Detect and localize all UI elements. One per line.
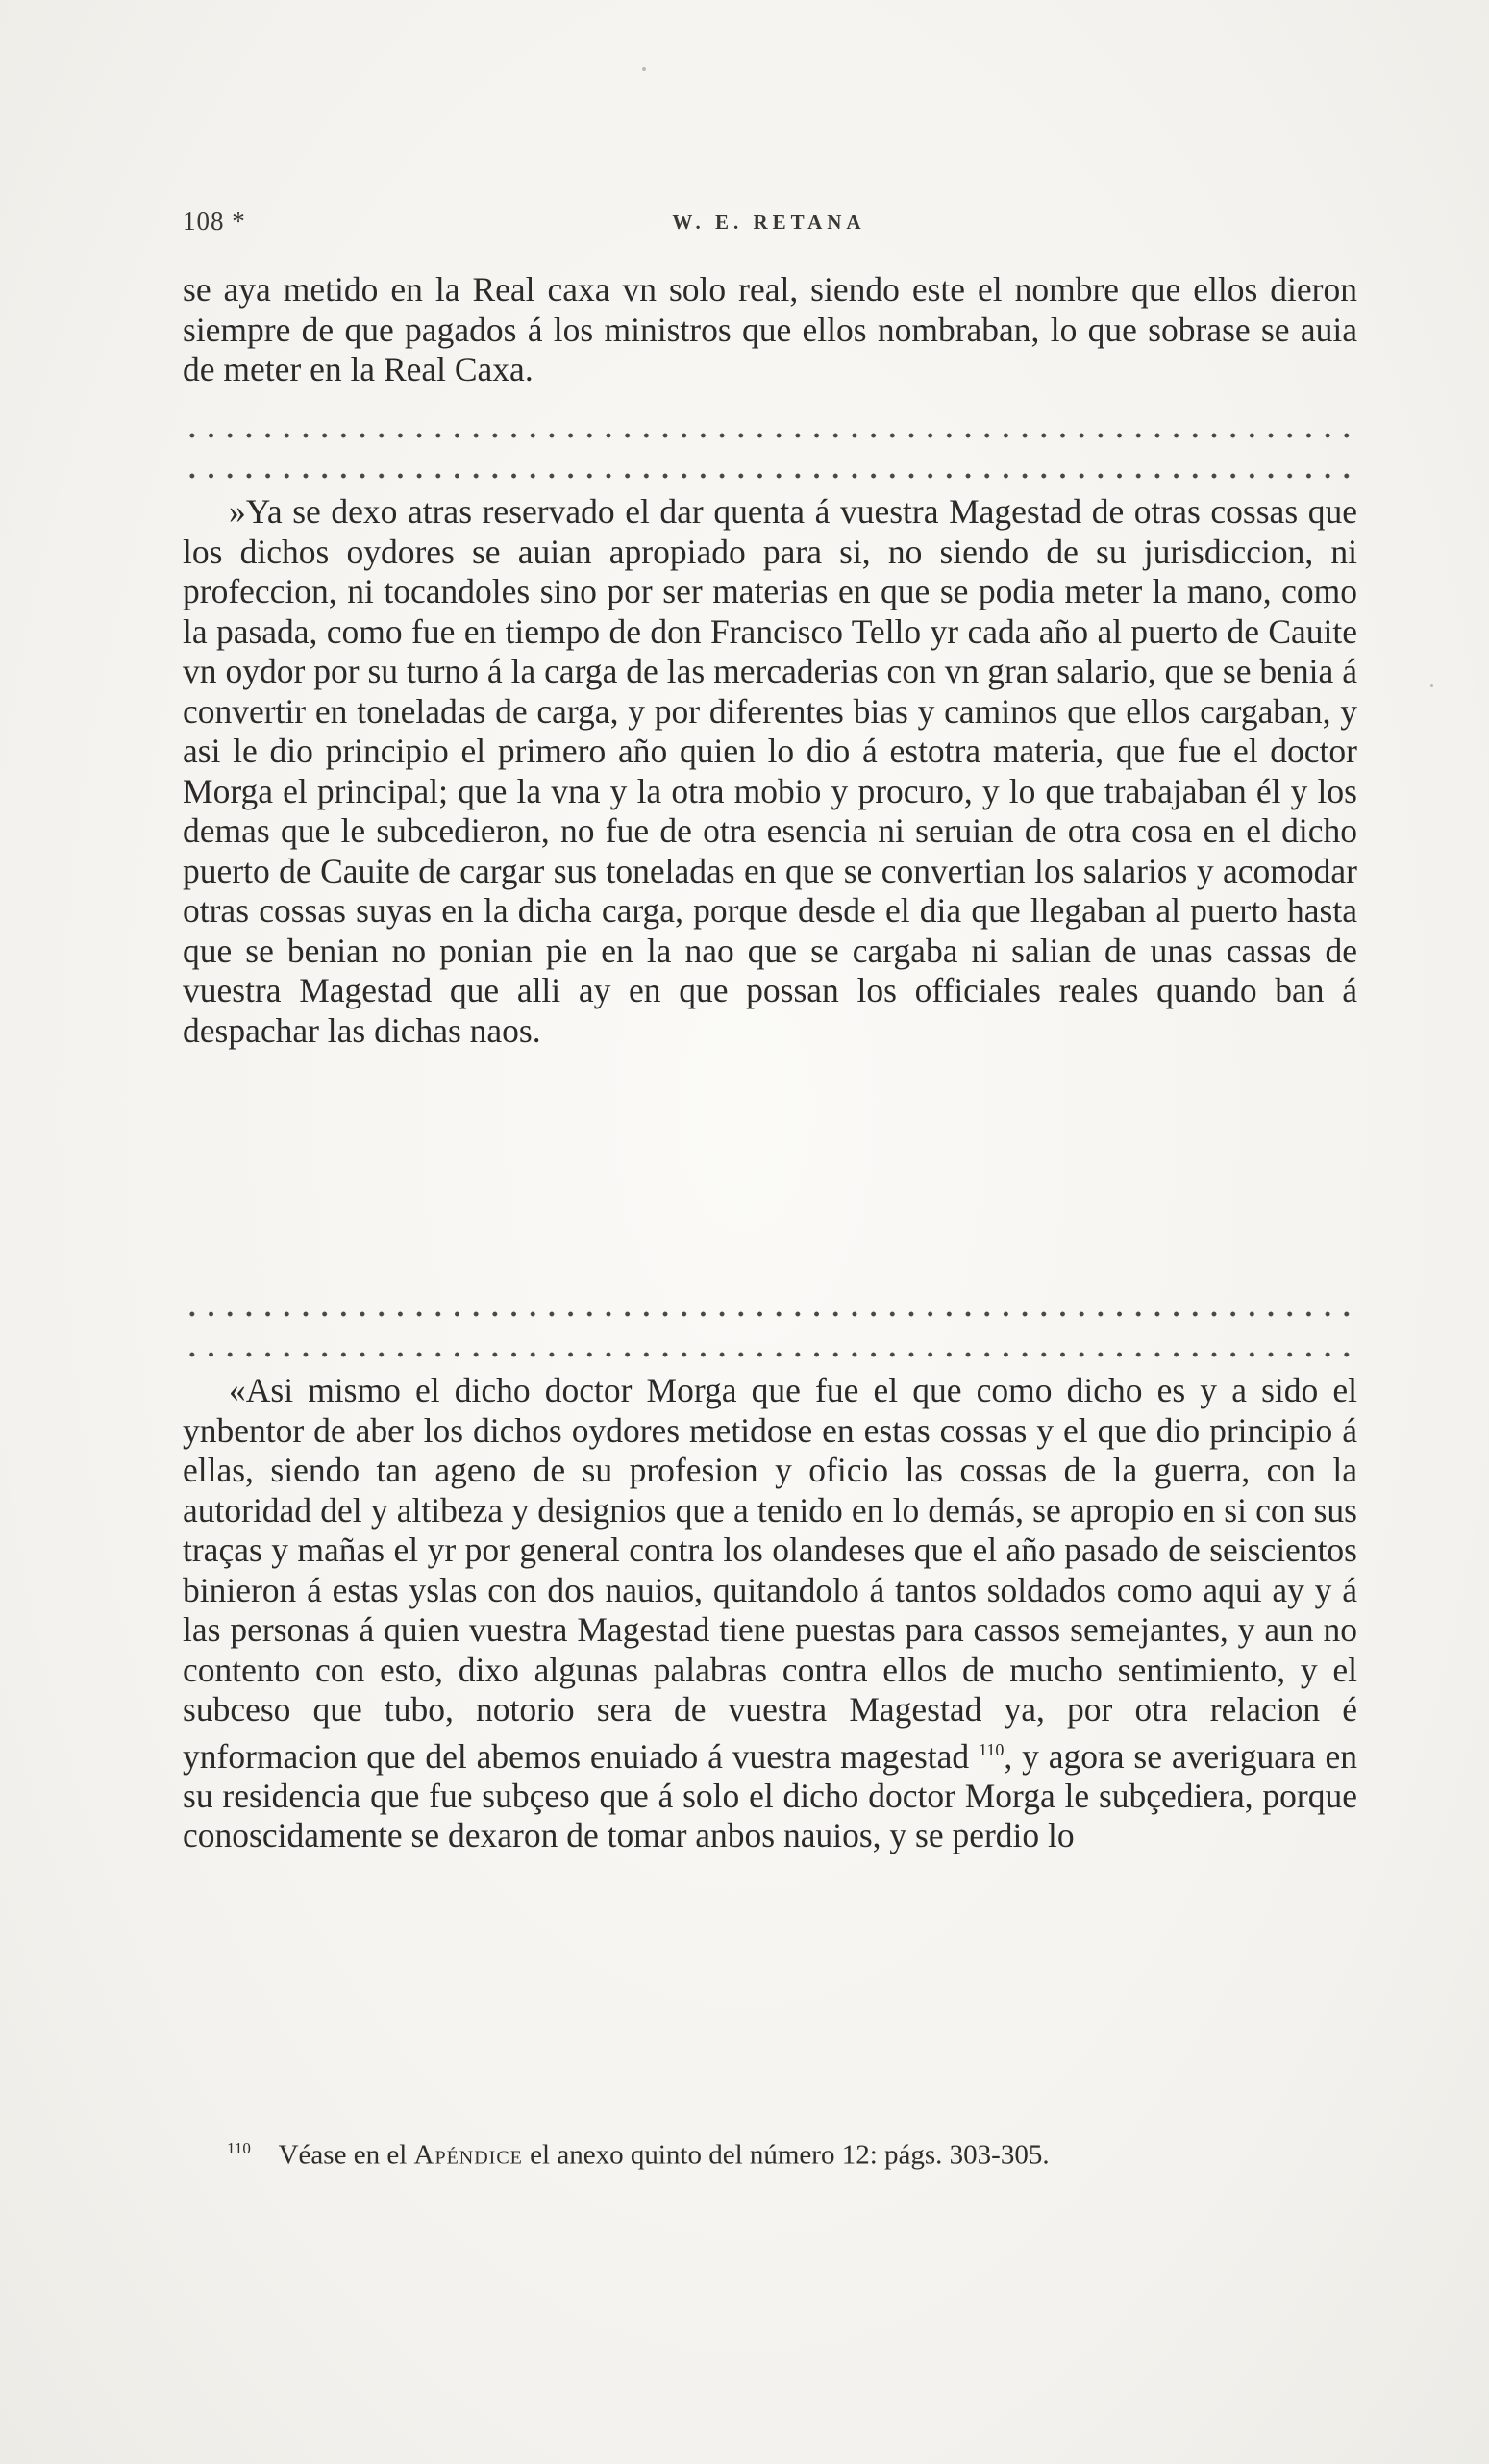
ellipsis-divider bbox=[183, 431, 1357, 440]
footnote-text-before: Véase en el bbox=[278, 2139, 408, 2171]
running-head: W. E. RETANA bbox=[672, 211, 866, 234]
speck-mark bbox=[1430, 684, 1433, 687]
page-header bbox=[183, 207, 1355, 245]
paragraph-3 bbox=[183, 1371, 1357, 1856]
paragraph-3-tail: , y agora se averiguara en su residencia que fue subçeso que á solo el dicho doctor Morga le subçediera, porque conoscidamente se dexaron de tomar anbos nauios, y se perdio lo bbox=[183, 1736, 1357, 1855]
footnote-title: Apéndice bbox=[413, 2139, 523, 2171]
footnote bbox=[227, 2132, 1361, 2172]
footnote-text-after: el anexo quinto del número 12: págs. 303-305. bbox=[530, 2139, 1050, 2171]
ellipsis-divider bbox=[183, 1350, 1357, 1359]
footnote-number: 110 bbox=[227, 2139, 251, 2157]
ellipsis-divider bbox=[183, 1309, 1357, 1319]
paragraph-3-text: «Asi mismo el dicho doctor Morga que fue el que como dicho es y a sido el ynbentor de aber los dichos oydores metidose en estas cossas y el que dio principio á ellas, siendo tan ageno de su profesion y oficio las cossas de la guerra, con la autoridad del y altibeza y designios que a tenido en lo demás, se apropio en si con sus traças y mañas el yr por general contra los olandeses que el año pasado de seiscientos binieron á estas yslas con dos nauios, quitandolo á tantos soldados como aqui ay y á las personas á quien vuestra Magestad tiene puestas para cassos semejantes, y aun no contento con esto, dixo algunas palabras contra ellos de mucho sentimiento, y el subceso que tubo, notorio sera de vuestra Magestad ya, por otra relacion é ynformacion que del abemos enuiado á vuestra magestad bbox=[183, 1371, 1357, 1776]
page-number: 108 * bbox=[183, 207, 246, 236]
footnote-reference: 110 bbox=[979, 1739, 1005, 1759]
paragraph-1: se aya metido en la Real caxa vn solo real, siendo este el nombre que ellos dieron siempre de que pagados á los ministros que ellos nombraban, lo que sobrase se auia de meter en la Real Caxa. bbox=[183, 270, 1357, 388]
paragraph-2: »Ya se dexo atras reservado el dar quenta á vuestra Magestad de otras cossas que los dichos oydores se auian apropiado para si, no siendo de su jurisdiccion, ni profeccion, ni tocandoles sino por ser materias en que se podia meter la mano, como la pasada, como fue en tiempo de don Francisco Tello yr cada año al puerto de Cauite vn oydor por su turno á la carga de las mercaderias con vn gran salario, que se benia á convertir en toneladas de carga, y por diferentes bias y caminos que ellos cargaban, y asi le dio principio el primero año quien lo dio á estotra materia, que fue el doctor Morga el principal; que la vna y la otra mobio y procuro, y lo que trabajaban él y los demas que le subcedieron, no fue de otra esencia ni seruian de otra cosa en el dicho puerto de Cauite de cargar sus toneladas en que se convertian los salarios y acomodar otras cossas suyas en la dicha carga, porque desde el dia que llegaban al puerto hasta que se benian no ponian pie en la nao que se cargaba ni salian de unas cassas de vuestra Magestad que alli ay en que possan los officiales reales quando ban á despachar las dichas naos. bbox=[183, 492, 1357, 1050]
speck-mark bbox=[642, 67, 646, 71]
ellipsis-divider bbox=[183, 471, 1357, 481]
